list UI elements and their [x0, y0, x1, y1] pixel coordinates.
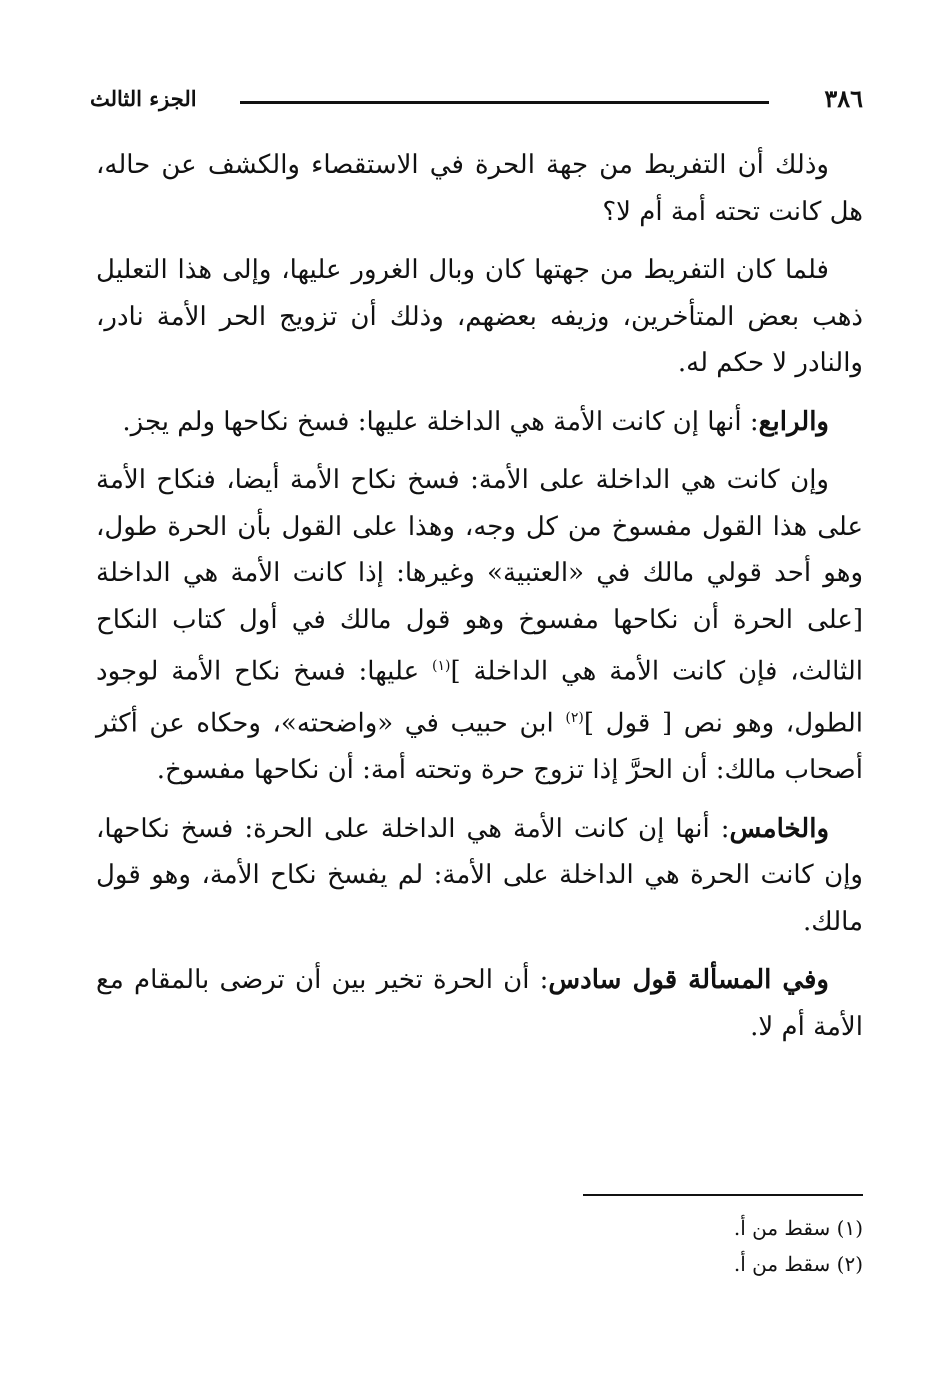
paragraph-4-text-a: وإن كانت هي الداخلة على الأمة: فسخ نكاح الأمة أيضا، فنكاح الأمة على هذا القول مفسوخ من كل وجه، وهذا على القول بأن الحرة طول، وهو أحد قولي مالك في «العتبية» وغيرها: إذا كانت الأمة هي الداخلة [على الحرة أن نكاحها مفسوخ وهو قول مالك في أول كتاب النكاح الثالث، فإن كانت الأمة هي الداخلة ]	[96, 465, 864, 687]
paragraph-3-text: : أنها إن كانت الأمة هي الداخلة عليها: فسخ نكاحها ولم يجز.	[122, 406, 759, 437]
footnote-ref-2[interactable]: (٢)	[565, 710, 584, 727]
paragraph-3	[96, 399, 863, 446]
footnote-ref-1[interactable]: (١)	[432, 658, 451, 674]
paragraph-5-text: : أنها إن كانت الأمة هي الداخلة على الحرة: فسخ نكاحها، وإن كانت الحرة هي الداخلة على الأمة: لم يفسخ نكاح الأمة، وهو قول مالك.	[96, 813, 863, 937]
paragraph-2: فلما كان التفريط من جهتها كان وبال الغرور عليها، وإلى هذا التعليل ذهب بعض المتأخرين، وزيفه بعضهم، وذلك أن تزويج الحر الأمة نادر، والنادر لا حكم له.	[96, 255, 863, 378]
header-rule	[240, 101, 769, 104]
paragraph-6	[96, 957, 863, 1050]
footnote-divider	[583, 1194, 863, 1196]
paragraph-4	[96, 457, 863, 794]
section-heading-fourth: والرابع	[758, 406, 829, 437]
footnote-1: (١) سقط من أ.	[733, 1216, 863, 1240]
footnote-2: (٢) سقط من أ.	[733, 1252, 863, 1276]
footnotes	[96, 1210, 863, 1282]
page-header	[90, 84, 863, 120]
paragraph-1: وذلك أن التفريط من جهة الحرة في الاستقصاء والكشف عن حاله، هل كانت تحته أمة أم لا؟	[96, 150, 863, 227]
page-number: ٣٨٦	[824, 84, 863, 113]
paragraph-4-text-c: ابن حبيب في «واضحته»، وحكاه عن أكثر أصحاب مالك: أن الحرَّ إذا تزوج حرة وتحته أمة: أن نكاحها مفسوخ.	[96, 708, 863, 786]
paragraph-4-text-b: عليها: فسخ نكاح الأمة لوجود الطول، وهو نص [ قول ]	[96, 656, 863, 739]
section-heading-sixth: وفي المسألة قول سادس	[548, 965, 829, 996]
section-heading-fifth: والخامس	[729, 813, 829, 844]
paragraph-6-text: : أن الحرة تخير بين أن ترضى بالمقام مع الأمة أم لا.	[96, 965, 863, 1042]
part-title: الجزء الثالث	[90, 86, 197, 111]
paragraph-5	[96, 806, 863, 946]
main-text	[96, 142, 863, 1062]
